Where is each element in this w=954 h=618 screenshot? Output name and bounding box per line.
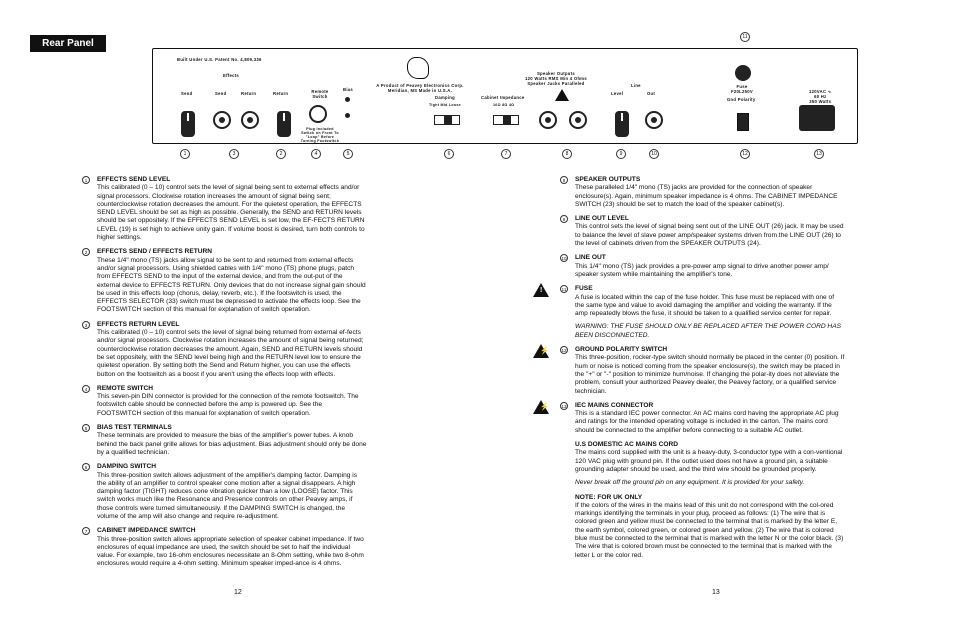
item-title: LINE OUT LEVEL: [575, 215, 629, 223]
item-number: 10: [561, 256, 567, 262]
callout-2: 2: [276, 149, 286, 159]
callout-9: 9: [616, 149, 626, 159]
item-number: 6: [82, 463, 90, 471]
peavey-logo: [407, 57, 429, 79]
warning-triangle-icon: [555, 89, 569, 101]
item-body: This three-position switch allows adjustment of the amplifier's damping factor. Damping is the ability of an amplifier to control speaker cone motion after a signal disappears. A high damping factor (TIGHT) reduces cone vibration quicker than a low (LOOSE) factor. This switch works much like the Resonance and Presence controls on other Peavey amps, if those controls were turned simultaneously. If the DAMPING SWITCH is changed, the volume of the amp will also change and require re-adjustment.: [97, 471, 357, 520]
cabinet-impedance-options: 16Ω 8Ω 4Ω: [493, 103, 515, 107]
left-column: [84, 176, 367, 569]
footswitch-note: Plug Included Switch on Front To "Loop" Before Turning Footswitch: [300, 127, 340, 143]
item-title: EFFECTS SEND LEVEL: [97, 176, 171, 183]
effects-return-jack[interactable]: [241, 111, 259, 129]
fuse-warning: WARNING: THE FUSE SHOULD ONLY BE REPLACED AFTER THE POWER CORD HAS BEEN DISCONNECTED.: [575, 323, 841, 339]
callout-6: 6: [444, 149, 454, 159]
uk-note-body: If the colors of the wires in the mains lead of this unit do not correspond with the col-ored markings identifying the terminals in your plug, proceed as follows: (1) The wire that is colored green and yellow must be connected to the terminal that is marked by the letter E, the earth symbol, colored green, or colored green and yellow. (2) The wire that is colored blue must be connected to the terminal that is marked with the letter N or the color black. (3) The wire that is colored brown must be connected to the terminal that is marked with the letter L or the color red.: [575, 501, 844, 559]
speaker-output-jack-2[interactable]: [569, 111, 587, 129]
warning-triangle-icon: !: [533, 283, 549, 297]
page-number-right: 13: [712, 589, 720, 596]
line-level-label: Level: [611, 91, 624, 96]
line-out-level-knob[interactable]: [615, 111, 629, 137]
line-out-label: Out: [647, 91, 656, 96]
speaker-output-jack-1[interactable]: [539, 111, 557, 129]
ground-polarity-label: Gnd Polarity: [727, 97, 756, 102]
line-out-jack[interactable]: [645, 111, 663, 129]
bias-label: Bias: [343, 87, 354, 92]
mains-rating-label: 120VAC ∿ 60 Hz 350 Watts: [809, 89, 832, 104]
send-level-label: Send: [181, 91, 193, 96]
item-body: These 1/4" mono (TS) jacks allow signal to be sent to and returned from external effects and/or signal processors. Using shielded cables with 1/4" mono (TS) phone plugs, patch from EFFECTS SEND to the input of the external device, and from the out-put of the external device to EFFECTS RETURN. Only devices that do not increase signal gain should be used in this effects loop (chorus, delay, reverb, etc.). If the footswitch is used, the EFFECTS SELECTOR (33) switch must be depressed to activate the effects loop. See the FOOTSWITCH section of this manual for explanation of switch operation.: [97, 256, 366, 314]
item-body: This calibrated (0 – 10) control sets the level of signal being sent to external effects and/or signal processors. Clockwise rotation increases the amount of signal being sent; counterclockwise rotation decreases the amount. For the quietest operation, the EFFECTS SEND LEVEL should be set as high as possible. Generally, the SEND and RETURN levels should be set oppositely. If the EFFECTS SEND LEVEL is set low, the EF-FECTS RETURN LEVEL (19) is set high to achieve unity gain. If volume boost is desired, turn both controls to higher settings.: [97, 184, 365, 242]
us-cord-title: U.S DOMESTIC AC MAINS CORD: [575, 441, 679, 449]
lightning-icon: ⚡: [533, 400, 549, 414]
item-title: IEC MAINS CONNECTOR: [575, 401, 654, 409]
item-number: 12: [561, 348, 567, 354]
item-number: 5: [82, 424, 90, 432]
callout-4: 4: [311, 149, 321, 159]
effects-label: Effects: [223, 73, 240, 78]
item-number: 13: [561, 403, 567, 409]
callout-12: 12: [740, 149, 750, 159]
item-body: A fuse is located within the cap of the fuse holder. This fuse must be replaced with one of the same type and value to avoid damaging the amplifier and voiding the warranty. If the amp repeatedly blows the fuse, it should be taken to a qualified service center for repair.: [575, 293, 835, 318]
item-body: This 1/4" mono (TS) jack provides a pre-power amp signal to drive another power amp/ speaker system while maintaining the amplifier's tone.: [575, 262, 829, 278]
right-column: [540, 176, 845, 560]
item-body: These paralleled 1/4" mono (TS) jacks are provided for the connection of speaker enclosure(s). Again, minimum speaker impedance is 4 ohms. The CABINET IMPEDANCE SWITCH (23) should be set to match the load of the speaker cabinet(s).: [575, 184, 838, 208]
item-title: BIAS TEST TERMINALS: [97, 424, 172, 432]
lightning-icon: ⚡: [533, 344, 549, 358]
cabinet-impedance-switch[interactable]: [493, 115, 519, 125]
bias-plus-terminal[interactable]: [345, 97, 350, 102]
item-number: 2: [82, 248, 90, 256]
callout-8: 8: [562, 149, 572, 159]
company-label: A Product of Peavey Electronics Corp. Meridian, MS Made in U.S.A.: [376, 83, 464, 93]
item-body: This seven-pin DIN connector is provided for the connection of the remote footswitch. The footswitch cable should be connected before the amp is powered up. See the FOOTSWITCH section of this manual for explanation of switch operation.: [97, 393, 359, 417]
page-number-left: 12: [234, 589, 242, 596]
item-title: REMOTE SWITCH: [97, 384, 154, 392]
item-title: DAMPING SWITCH: [97, 463, 156, 471]
item-title: EFFECTS RETURN LEVEL: [97, 320, 180, 328]
remote-label: Remote Switch: [311, 89, 329, 99]
item-number: 1: [82, 176, 90, 184]
damping-label: Damping: [435, 95, 456, 100]
item-number: 3: [82, 321, 90, 329]
item-number: 8: [560, 176, 568, 184]
effects-send-level-knob[interactable]: [181, 111, 195, 137]
rear-panel-diagram: [152, 48, 858, 144]
patent-label: Built Under U.S. Patent No. 4,809,336: [177, 57, 262, 62]
item-title: EFFECTS SEND / EFFECTS RETURN: [97, 248, 213, 256]
callout-13: 13: [814, 149, 824, 159]
callout-11: 11: [740, 32, 750, 42]
item-number: 4: [82, 385, 90, 393]
item-number: 9: [560, 215, 568, 223]
item-title: CABINET IMPEDANCE SWITCH: [97, 527, 196, 535]
iec-mains-connector[interactable]: [799, 105, 835, 131]
bias-minus-terminal[interactable]: [345, 113, 350, 118]
section-tag: Rear Panel: [30, 35, 106, 52]
item-body: This calibrated (0 – 10) control sets the level of signal being returned from external ef-fects and/or signal processors. Clockwise rotation increases the amount of signal being returned; counterclockwise rotation decreases the amount. Again, SEND and RETURN levels should be set oppositely, with the SEND level being high and the RETURN level low to ensure the quietest operation. By setting both the Send and Return higher, you can use the effects button on the footswitch as a boost if you aren't using the effects loop with effects.: [97, 329, 364, 378]
item-body: This is a standard IEC power connector. An AC mains cord having the appropriate AC plug and ratings for the intended operating voltage is included in the carton. The mains cord should be connected to the amplifier before connecting to a suitable AC outlet.: [575, 410, 839, 434]
fuse-holder[interactable]: [735, 65, 751, 81]
callout-3: 3: [229, 149, 239, 159]
damping-options: Tight Mid Loose: [429, 103, 461, 107]
item-title: LINE OUT: [575, 254, 606, 262]
speaker-outputs-label: Speaker Outputs 120 Watts RMS Min 4 Ohms Speaker Jacks Paralleled: [525, 71, 587, 86]
callout-10: 10: [649, 149, 659, 159]
line-label: Line: [631, 83, 641, 88]
callout-5: 5: [343, 149, 353, 159]
item-body: This three-position, rocker-type switch should normally be placed in the center (0) position. If hum or noise is noticed coming from the speaker enclosure(s), the switch may be placed in the "+" or "-" position to minimize hum/noise. If changing the polar-ity does not alleviate the problem, consult your authorized Peavey dealer, the Peavey factory, or a qualified service technician.: [575, 354, 845, 395]
uk-note-title: NOTE: FOR UK ONLY: [575, 493, 643, 501]
cabinet-impedance-label: Cabinet Impedance: [481, 95, 525, 100]
return-label: Return: [241, 91, 257, 96]
return-level-label: Return: [273, 91, 289, 96]
callout-1: 1: [180, 149, 190, 159]
remote-din-connector[interactable]: [309, 105, 327, 123]
ground-polarity-switch[interactable]: [737, 113, 749, 131]
item-body: This three-position switch allows appropriate selection of speaker cabinet impedance. If two enclosures of equal impedance are used, the switch should be set to half the individual value. For example, two 16-ohm enclosures necessitate an 8-Ohm setting, while two 8-ohm enclosures would require a 4-ohm setting. Minimum speaker imped-ance is 4 ohms.: [97, 535, 364, 568]
callout-7: 7: [501, 149, 511, 159]
item-number: 11: [561, 287, 567, 293]
effects-return-level-knob[interactable]: [277, 111, 291, 137]
damping-switch[interactable]: [434, 115, 460, 125]
item-number: 7: [82, 527, 90, 535]
us-cord-note: Never break off the ground pin on any equipment. It is provided for your safety.: [575, 479, 805, 487]
item-title: SPEAKER OUTPUTS: [575, 176, 641, 183]
fuse-label: Fuse F20L250V: [731, 84, 753, 94]
item-body: This control sets the level of signal being sent out of the LINE OUT (26) jack. It may be used to balance the level of slave power amp/speaker systems driven from the LINE OUT (26) to the level of cabinets driven from the SPEAKER OUTPUTS (24).: [575, 223, 844, 248]
item-title: GROUND POLARITY SWITCH: [575, 346, 668, 354]
send-label: Send: [215, 91, 227, 96]
item-body: These terminals are provided to measure the bias of the amplifier's power tubes. A knob behind the back panel grille allows for bias adjustment. Bias adjustment should only be done by a qualified technician.: [97, 432, 367, 456]
item-title: FUSE: [575, 285, 593, 293]
us-cord-body: The mains cord supplied with the unit is a heavy-duty, 3-conductor type with a con-ventional 120 VAC plug with ground pin. If the outlet used does not have a ground pin, a suitable grounding adapter should be used, and the third wire should be grounded properly.: [575, 449, 843, 473]
effects-send-jack[interactable]: [213, 111, 231, 129]
